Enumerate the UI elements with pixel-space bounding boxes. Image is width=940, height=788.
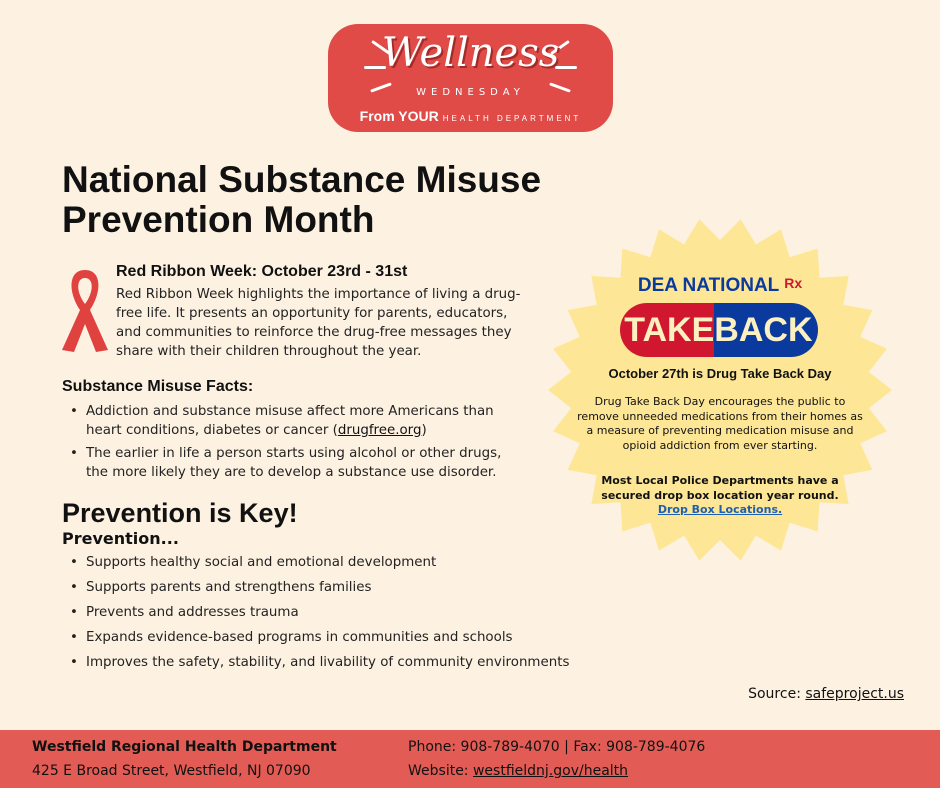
footer xyxy=(0,730,940,788)
takeback-logo xyxy=(620,303,818,357)
drugfree-link[interactable]: drugfree.org xyxy=(337,423,422,438)
dea-logo-title xyxy=(560,275,880,297)
badge-subtitle: WEDNESDAY xyxy=(416,87,525,98)
ribbon-body: Red Ribbon Week highlights the importance of living a drug-free life. It presents an opportunity for parents, educators, and communities to reinforce the drug-free messages they share with their children throughout the year. xyxy=(116,287,521,359)
back-text: BACK xyxy=(714,303,818,357)
facts-heading: Substance Misuse Facts: xyxy=(62,378,254,395)
health-department: HEALTH DEPARTMENT xyxy=(442,114,582,123)
prevention-subheading: Prevention... xyxy=(62,529,179,548)
takeback-date: October 27th is Drug Take Back Day xyxy=(608,366,832,381)
website-link[interactable]: westfieldnj.gov/health xyxy=(472,763,629,779)
from-your: From YOUR xyxy=(359,108,439,124)
prevention-item: • Prevents and addresses trauma xyxy=(62,603,602,622)
dea-national: DEA NATIONAL xyxy=(637,275,779,296)
fact-item xyxy=(62,402,522,440)
red-ribbon-icon xyxy=(58,262,112,354)
take-text: TAKE xyxy=(620,303,714,357)
prevention-heading: Prevention is Key! xyxy=(62,498,298,528)
fact-text: The earlier in life a person starts using alcohol or other drugs, the more likely they are to develop a substance use disorder. xyxy=(86,446,502,480)
drop-box-locations-link[interactable]: Drop Box Locations. xyxy=(657,503,783,516)
badge-title: Wellness xyxy=(381,30,560,76)
footer-website xyxy=(408,763,628,779)
fact-text: Addiction and substance misuse affect more Americans than heart conditions, diabetes or cancer ( xyxy=(86,404,494,438)
fact-end: ) xyxy=(421,423,427,438)
wellness-wednesday-badge xyxy=(328,24,613,132)
source-link[interactable]: safeproject.us xyxy=(805,686,904,702)
page-title: National Substance Misuse Prevention Month xyxy=(62,159,542,240)
drop-box-link-wrap xyxy=(560,503,880,516)
prevention-item: • Improves the safety, stability, and livability of community environments xyxy=(62,653,602,672)
takeback-body: Drug Take Back Day encourages the public to remove unneeded medications from their homes as a measure of preventing medication misuse and opioid addiction from ever starting. xyxy=(577,395,863,452)
prevention-item: • Supports healthy social and emotional development xyxy=(62,553,602,572)
starburst-background xyxy=(530,210,910,570)
fact-item xyxy=(62,444,522,482)
ribbon-heading: Red Ribbon Week: October 23rd - 31st xyxy=(116,263,408,280)
prevention-item: • Expands evidence-based programs in communities and schools xyxy=(62,628,602,647)
footer-phone: Phone: 908-789-4070 | Fax: 908-789-4076 xyxy=(408,739,706,755)
source-label: Source: xyxy=(748,686,806,702)
facts-list xyxy=(62,402,522,482)
footer-org: Westfield Regional Health Department xyxy=(32,739,337,755)
rx-icon: Rx xyxy=(784,275,803,291)
prevention-list xyxy=(62,553,602,678)
source xyxy=(748,686,904,702)
website-label: Website: xyxy=(408,763,473,779)
police-note: Most Local Police Departments have a secured drop box location year round. xyxy=(601,474,839,502)
footer-address: 425 E Broad Street, Westfield, NJ 07090 xyxy=(32,763,311,779)
badge-from xyxy=(328,108,613,124)
prevention-item: • Supports parents and strengthens families xyxy=(62,578,602,597)
